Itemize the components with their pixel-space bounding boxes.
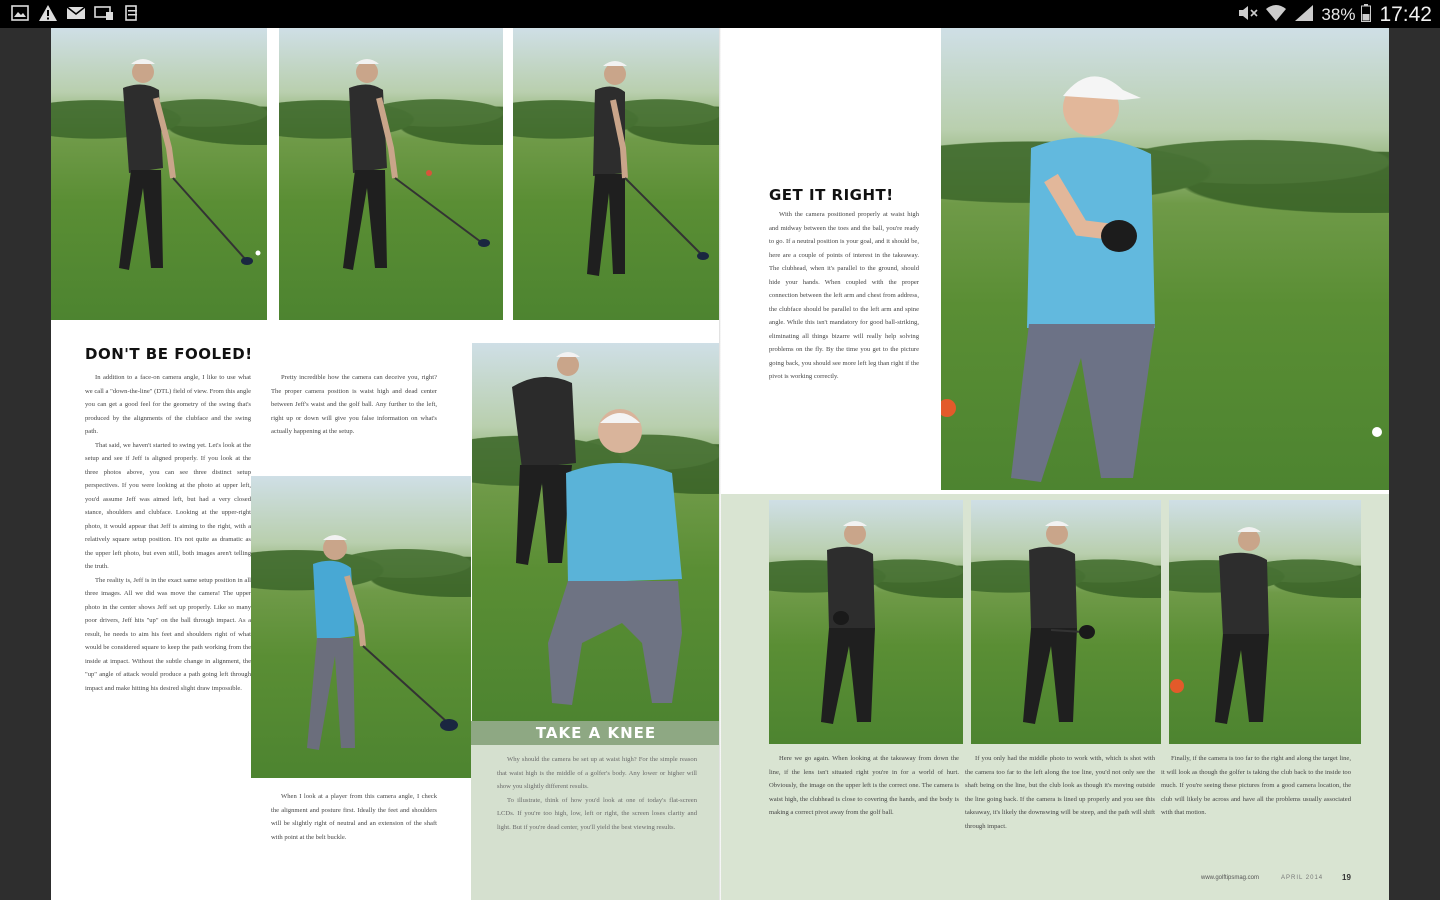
setup-photo-right bbox=[513, 28, 721, 320]
take-a-knee-text bbox=[497, 753, 697, 893]
takeaway-text-column-2 bbox=[965, 752, 1155, 862]
golfer-figure bbox=[941, 28, 1389, 490]
notification-icons bbox=[10, 4, 142, 22]
golfer-figure bbox=[971, 500, 1161, 744]
paragraph: If you only had the middle photo to work with, which is shot with the camera too far to the left along the toe line, you'd not only see the shaft being on the line, but the club look as though it's moving outside the line going back. If the camera is lined up properly and you see this takeaway, it's likely the downswing will be steep, and the path will shift through impact. bbox=[965, 755, 1155, 830]
battery-icon bbox=[1361, 4, 1371, 27]
page-number: 19 bbox=[1342, 873, 1351, 882]
heading-get-it-right: GET IT RIGHT! bbox=[769, 186, 894, 204]
dont-be-fooled-column-1 bbox=[85, 371, 251, 871]
takeaway-photo-center bbox=[971, 500, 1161, 744]
takeaway-text-column-1 bbox=[769, 752, 959, 862]
golfer-figure bbox=[51, 28, 267, 320]
take-a-knee-sidebar bbox=[471, 721, 721, 900]
takeaway-text-column-3 bbox=[1161, 752, 1351, 862]
system-status bbox=[1237, 3, 1432, 27]
golfer-figure bbox=[769, 500, 963, 744]
take-a-knee-photo bbox=[472, 343, 721, 721]
paragraph: The reality is, Jeff is in the exact same setup position in all three images. All we did was move the camera! The upper photo in the center shows Jeff set up properly. Like so many poor drivers, Jeff hits "up" on the ball through impact. As a result, he needs to aim his feet and shoulders right of what would be considered square to keep the path working from the inside at impact. Without the subtle change in alignment, the "up" angle of attack would produce a path going left through impact and make hitting his desired slight draw impossible. bbox=[85, 576, 251, 692]
signal-icon bbox=[1293, 4, 1315, 27]
paragraph: When I look at a player from this camera angle, I check the alignment and posture first. Ideally the feet and shoulders will be slightly right of neutral and an extension of the shaft with point at the belt buckle. bbox=[271, 793, 437, 841]
takeaway-large-photo bbox=[941, 28, 1389, 490]
heading-dont-be-fooled: DON'T BE FOOLED! bbox=[85, 345, 253, 363]
dont-be-fooled-column-2-top bbox=[271, 371, 437, 467]
paragraph: Here we go again. When looking at the takeaway from down the line, if the lens isn't situated right you're in for a world of hurt. Obviously, the image on the upper left is the correct one. The camera is waist high, the clubhead is close to covering the hands, and the body is making a correct pivot away from the golf ball. bbox=[769, 755, 959, 816]
golfer-figure bbox=[513, 28, 721, 320]
footer-issue: APRIL 2014 bbox=[1281, 875, 1324, 881]
paragraph: Finally, if the camera is too far to the right and along the target line, it will look as though the golfer is taking the club back to the inside too much. If you're seeing these pictures from a good camera location, the club will likely be across and have all the problems usually associated with that motion. bbox=[1161, 755, 1351, 816]
takeaway-sequence-panel bbox=[721, 494, 1389, 900]
status-bar bbox=[0, 0, 1440, 28]
magazine-page-left bbox=[51, 28, 721, 900]
golfer-figure bbox=[279, 28, 503, 320]
mail-icon bbox=[66, 4, 86, 22]
golfer-figure bbox=[251, 476, 471, 778]
paragraph: In addition to a face-on camera angle, I like to use what we call a "down-the-line" (DTL) field of view. From this angle you can get a good feel for the geometry of the swing that's produced by the alignments of the clubface and the swing path. bbox=[85, 374, 251, 435]
golfer-figure bbox=[472, 343, 721, 721]
paragraph: Pretty incredible how the camera can deceive you, right? The proper camera position is waist high and dead center between Jeff's waist and the golf ball. Any further to the left, right up or down will give you false information on what's actually happening at the setup. bbox=[271, 374, 437, 435]
setup-photo-left bbox=[51, 28, 267, 320]
setup-photo-center bbox=[279, 28, 503, 320]
paragraph: Why should the camera be set up at waist high? For the simple reason that waist high is the middle of a golfer's body. Any lower or higher will show you slightly different results. bbox=[497, 756, 697, 790]
mute-icon bbox=[1237, 4, 1259, 27]
clock-time: 17:42 bbox=[1379, 3, 1432, 26]
paragraph: To illustrate, think of how you'd look at one of today's flat-screen LCDs. If you're too high, low, left or right, the screen loses clarity and light. But if you're dead center, you'll yield the best viewing results. bbox=[497, 796, 697, 831]
wifi-icon bbox=[1265, 4, 1287, 27]
takeaway-photo-right bbox=[1169, 500, 1361, 744]
take-a-knee-title: TAKE A KNEE bbox=[471, 721, 721, 745]
footer-url: www.golftipsmag.com bbox=[1201, 875, 1260, 881]
takeaway-photo-left bbox=[769, 500, 963, 744]
paragraph: With the camera positioned properly at waist high and midway between the toes and the ball, you're ready to go. If a neutral position is your goal, and it should be, here are a couple of points of interest in the takeaway. The clubhead, when it's parallel to the ground, should hide your hands. When coupled with the proper connection between the left arm and chest from address, the clubface should be parallel to the left arm and spine angle. While this isn't mandatory for good ball-striking, eliminating all things bizarre will really help solving problems on the fly. By the time you get to the picture going back, you should see more left leg than right if the pivot is working correctly. bbox=[769, 211, 919, 380]
dont-be-fooled-column-2-bottom bbox=[271, 790, 437, 880]
magazine-page-right bbox=[721, 28, 1389, 900]
gallery-icon bbox=[10, 4, 30, 22]
paragraph: That said, we haven't started to swing yet. Let's look at the setup and see if Jeff is aligned properly. If you look at the three photos above, you can see three distinct setup perspectives. If you were looking at the photo at upper left, you'd assume Jeff was aimed left, but had a very closed stance, shoulders and clubface. Looking at the upper-right photo, it would appear that Jeff is aiming to the right, with a relatively square setup position. It's not quite as dramatic as the upper left photo, but even still, both images aren't telling the truth. bbox=[85, 441, 251, 570]
get-it-right-text bbox=[769, 208, 919, 480]
screen-icon bbox=[94, 4, 114, 22]
battery-percent: 38% bbox=[1321, 5, 1356, 24]
golfer-figure bbox=[1169, 500, 1361, 744]
clipboard-icon bbox=[122, 4, 142, 22]
warning-icon bbox=[38, 4, 58, 22]
address-photo bbox=[251, 476, 471, 778]
